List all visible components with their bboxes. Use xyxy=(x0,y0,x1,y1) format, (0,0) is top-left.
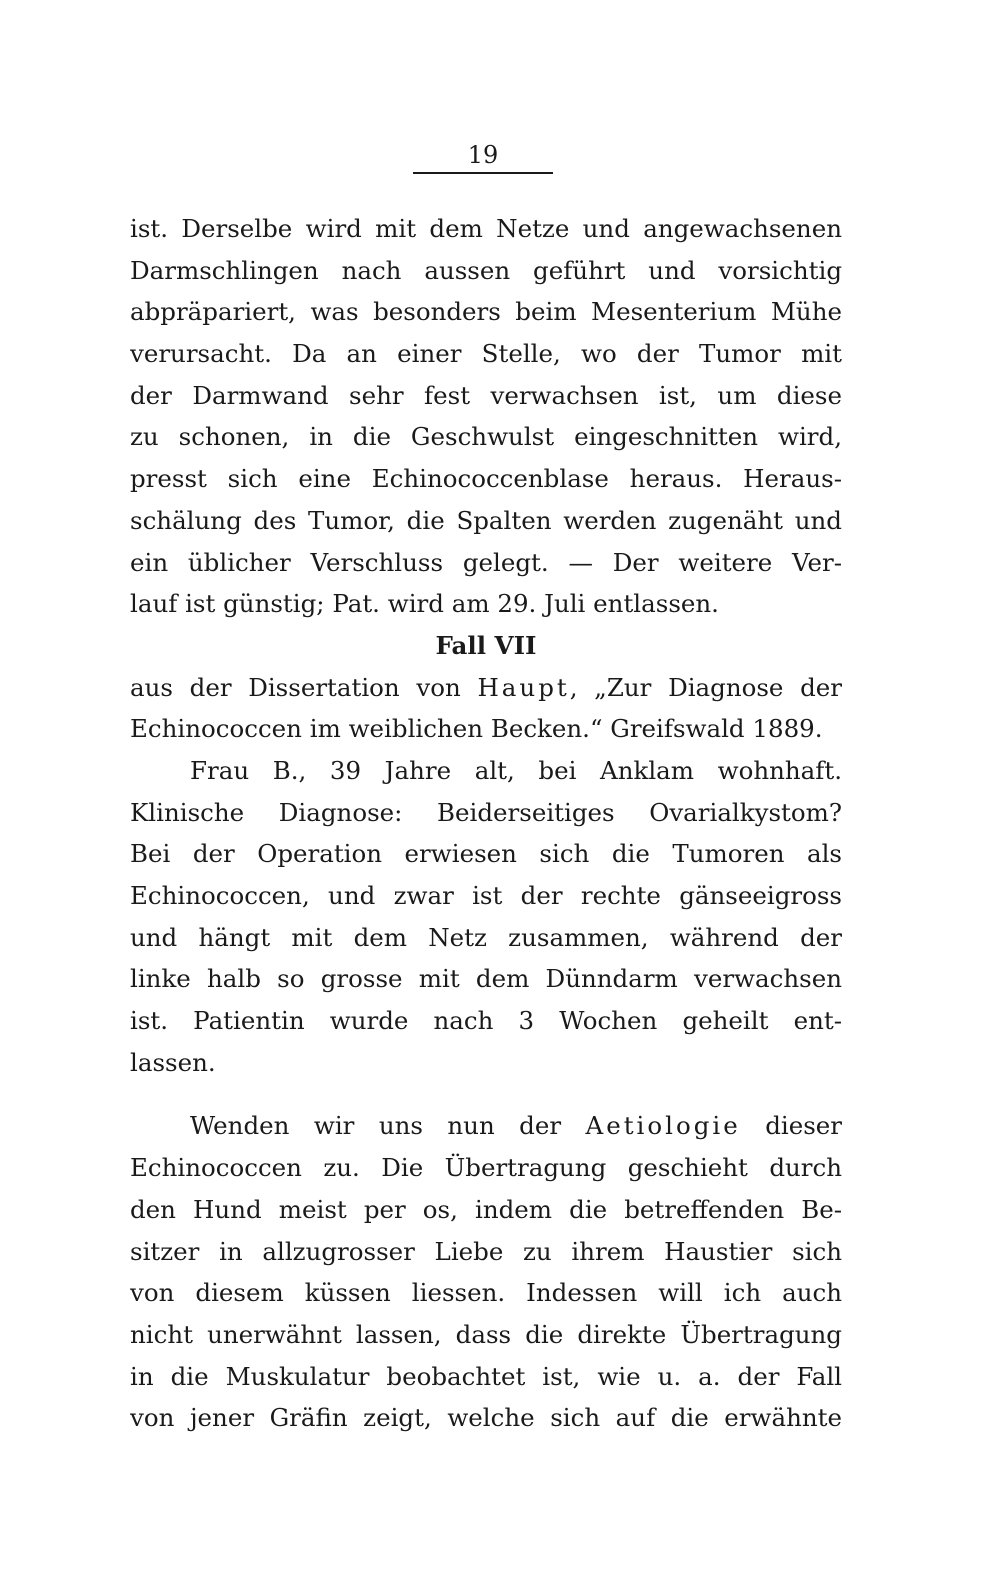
text-line: schälung des Tumor, die Spalten werden zugenäht und xyxy=(130,505,842,535)
text-line: lassen. xyxy=(130,1047,216,1077)
text-line: in die Muskulatur beobachtet ist, wie u. a. der Fall xyxy=(130,1361,842,1391)
text-line: nicht unerwähnt lassen, dass die direkte Übertragung xyxy=(130,1319,842,1349)
page-number: 19 xyxy=(413,138,553,174)
text-line: ein üblicher Verschluss gelegt. — Der weitere Ver- xyxy=(130,547,842,577)
text-line: presst sich eine Echinococcenblase heraus. Heraus- xyxy=(130,464,842,494)
text-line: von diesem küssen liessen. Indessen will ich auch xyxy=(130,1278,842,1308)
text-line: von jener Gräfin zeigt, welche sich auf die erwähnte xyxy=(130,1403,842,1433)
text-line: den Hund meist per os, indem die betreffenden Be- xyxy=(130,1194,842,1224)
text-line: Darmschlingen nach aussen geführt und vorsichtig xyxy=(130,255,842,285)
text-line: zu schonen, in die Geschwulst eingeschnitten wird, xyxy=(130,422,842,452)
text-line: verursacht. Da an einer Stelle, wo der Tumor mit xyxy=(130,339,842,369)
text-segment: Wenden wir uns nun der xyxy=(190,1111,586,1141)
text-line: Klinische Diagnose: Beiderseitiges Ovarialkystom? xyxy=(130,797,842,827)
text-line: Frau B., 39 Jahre alt, bei Anklam wohnhaft. xyxy=(190,755,842,785)
text-line: Echinococcen im weiblichen Becken.“ Greifswald 1889. xyxy=(130,714,823,744)
text-line: Bei der Operation erwiesen sich die Tumoren als xyxy=(130,839,842,869)
text-segment: dieser xyxy=(740,1111,842,1141)
text-line xyxy=(130,667,842,709)
paragraph-gap xyxy=(130,1083,842,1105)
section-heading: Fall VII xyxy=(435,630,537,660)
text-line: der Darmwand sehr fest verwachsen ist, um diese xyxy=(130,380,842,410)
text-line: linke halb so grosse mit dem Dünndarm verwachsen xyxy=(130,964,842,994)
text-line: und hängt mit dem Netz zusammen, während der xyxy=(130,922,842,952)
text-line xyxy=(130,1105,842,1147)
emphasized-word: Aetiologie xyxy=(585,1111,741,1141)
text-segment: aus der Dissertation von xyxy=(130,672,478,702)
text-line: Echinococcen, und zwar ist der rechte gänseeigross xyxy=(130,881,842,910)
text-line: Echinococcen zu. Die Übertragung geschieht durch xyxy=(130,1153,842,1183)
text-segment: , „Zur Diagnose der xyxy=(569,672,842,702)
body-text xyxy=(130,208,842,1439)
author-name: Haupt xyxy=(477,672,570,702)
text-line: sitzer in allzugrosser Liebe zu ihrem Haustier sich xyxy=(130,1236,842,1266)
text-line: ist. Patientin wurde nach 3 Wochen geheilt ent- xyxy=(130,1006,842,1036)
text-line: lauf ist günstig; Pat. wird am 29. Juli entlassen. xyxy=(130,589,719,619)
text-line: abpräpariert, was besonders beim Mesenterium Mühe xyxy=(130,297,842,327)
text-line: ist. Derselbe wird mit dem Netze und angewachsenen xyxy=(130,214,842,243)
